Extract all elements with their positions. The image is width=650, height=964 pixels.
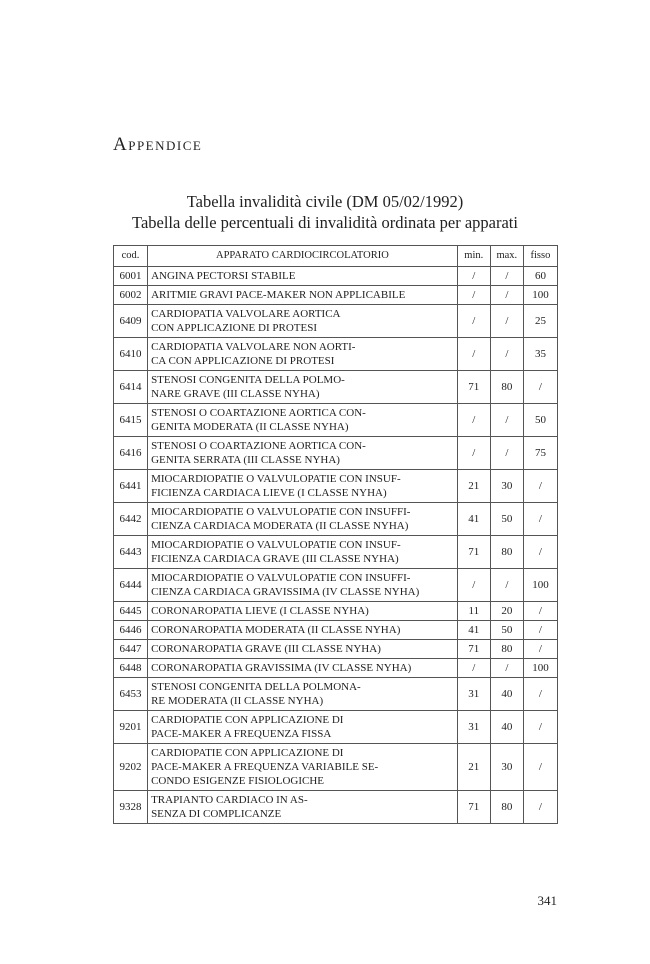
description-line: GENITA MODERATA (II CLASSE NYHA) — [151, 421, 349, 433]
table-row — [114, 437, 558, 470]
description-line: FICIENZA CARDIACA GRAVE (III CLASSE NYHA) — [151, 553, 399, 565]
row-max: 30 — [490, 470, 523, 503]
description-line: PACE-MAKER A FREQUENZA FISSA — [151, 728, 332, 740]
description-line: PACE-MAKER A FREQUENZA VARIABILE SE- — [151, 761, 379, 773]
row-max: / — [490, 286, 523, 305]
row-description — [148, 640, 458, 659]
row-min: / — [457, 404, 490, 437]
description-line: TRAPIANTO CARDIACO IN AS- — [151, 794, 308, 806]
row-min: 31 — [457, 711, 490, 744]
row-fixed: / — [523, 371, 557, 404]
description-line: CON APPLICAZIONE DI PROTESI — [151, 322, 317, 334]
description-line: SENZA DI COMPLICANZE — [151, 808, 282, 820]
row-fixed: / — [523, 503, 557, 536]
row-min: / — [457, 338, 490, 371]
description-line: MIOCARDIOPATIE O VALVULOPATIE CON INSUFFI- — [151, 506, 411, 518]
row-fixed: 60 — [523, 267, 557, 286]
table-row — [114, 371, 558, 404]
row-max: 20 — [490, 602, 523, 621]
row-code: 6002 — [114, 286, 148, 305]
row-code: 6001 — [114, 267, 148, 286]
row-code: 6446 — [114, 621, 148, 640]
row-max: 80 — [490, 371, 523, 404]
table-row — [114, 678, 558, 711]
description-line: FICIENZA CARDIACA LIEVE (I CLASSE NYHA) — [151, 487, 387, 499]
row-code: 9328 — [114, 791, 148, 824]
row-fixed: 25 — [523, 305, 557, 338]
table-row — [114, 404, 558, 437]
description-line: MIOCARDIOPATIE O VALVULOPATIE CON INSUFFI- — [151, 572, 411, 584]
row-code: 6416 — [114, 437, 148, 470]
row-min: 21 — [457, 470, 490, 503]
table-row — [114, 470, 558, 503]
description-line: CARDIOPATIE CON APPLICAZIONE DI — [151, 747, 344, 759]
row-max: 30 — [490, 744, 523, 791]
header-min: min. — [457, 246, 490, 267]
header-code: cod. — [114, 246, 148, 267]
header-fixed: fisso — [523, 246, 557, 267]
description-line: NARE GRAVE (III CLASSE NYHA) — [151, 388, 320, 400]
row-max: 80 — [490, 791, 523, 824]
row-code: 6415 — [114, 404, 148, 437]
row-max: / — [490, 569, 523, 602]
row-max: / — [490, 404, 523, 437]
row-description — [148, 791, 458, 824]
row-min: 41 — [457, 621, 490, 640]
row-code: 6443 — [114, 536, 148, 569]
row-max: / — [490, 338, 523, 371]
row-max: 50 — [490, 621, 523, 640]
row-description — [148, 470, 458, 503]
row-fixed: 100 — [523, 286, 557, 305]
row-description — [148, 678, 458, 711]
table-row — [114, 503, 558, 536]
row-description — [148, 437, 458, 470]
table-row — [114, 286, 558, 305]
row-code: 9202 — [114, 744, 148, 791]
row-min: 31 — [457, 678, 490, 711]
description-line: CIENZA CARDIACA MODERATA (II CLASSE NYHA) — [151, 520, 409, 532]
row-fixed: 100 — [523, 659, 557, 678]
row-description — [148, 744, 458, 791]
description-line: CORONAROPATIA MODERATA (II CLASSE NYHA) — [151, 624, 401, 636]
table-row — [114, 536, 558, 569]
row-description — [148, 338, 458, 371]
disability-table — [113, 245, 558, 824]
description-line: CARDIOPATIA VALVOLARE NON AORTI- — [151, 341, 356, 353]
row-description — [148, 711, 458, 744]
header-max: max. — [490, 246, 523, 267]
row-code: 6441 — [114, 470, 148, 503]
table-row — [114, 640, 558, 659]
table-title: Tabella invalidità civile (DM 05/02/1992) — [186, 192, 464, 211]
table-row — [114, 602, 558, 621]
row-max: / — [490, 659, 523, 678]
row-code: 6448 — [114, 659, 148, 678]
row-code: 6410 — [114, 338, 148, 371]
row-max: / — [490, 437, 523, 470]
row-min: 71 — [457, 640, 490, 659]
row-max: 80 — [490, 536, 523, 569]
section-heading: Appendice — [113, 134, 203, 155]
row-max: 40 — [490, 711, 523, 744]
row-min: 71 — [457, 791, 490, 824]
row-max: 50 — [490, 503, 523, 536]
row-description — [148, 536, 458, 569]
row-description — [148, 621, 458, 640]
description-line: CORONAROPATIA LIEVE (I CLASSE NYHA) — [151, 605, 369, 617]
description-line: CARDIOPATIE CON APPLICAZIONE DI — [151, 714, 344, 726]
table-row — [114, 569, 558, 602]
row-description — [148, 286, 458, 305]
table-row — [114, 711, 558, 744]
row-max: / — [490, 267, 523, 286]
row-code: 6447 — [114, 640, 148, 659]
row-fixed: / — [523, 470, 557, 503]
row-description — [148, 602, 458, 621]
row-min: / — [457, 286, 490, 305]
row-description — [148, 267, 458, 286]
description-line: CARDIOPATIA VALVOLARE AORTICA — [151, 308, 341, 320]
row-code: 6414 — [114, 371, 148, 404]
description-line: ANGINA PECTORSI STABILE — [151, 270, 296, 282]
row-code: 6445 — [114, 602, 148, 621]
table-body — [114, 267, 558, 824]
table-row — [114, 305, 558, 338]
row-min: 71 — [457, 371, 490, 404]
table-row — [114, 659, 558, 678]
row-min: / — [457, 437, 490, 470]
row-fixed: / — [523, 536, 557, 569]
description-line: MIOCARDIOPATIE O VALVULOPATIE CON INSUF- — [151, 473, 401, 485]
description-line: STENOSI O COARTAZIONE AORTICA CON- — [151, 440, 366, 452]
row-fixed: 50 — [523, 404, 557, 437]
row-fixed: / — [523, 791, 557, 824]
table-row — [114, 267, 558, 286]
description-line: STENOSI CONGENITA DELLA POLMONA- — [151, 681, 361, 693]
description-line: CORONAROPATIA GRAVISSIMA (IV CLASSE NYHA) — [151, 662, 412, 674]
description-line: CIENZA CARDIACA GRAVISSIMA (IV CLASSE NYHA) — [151, 586, 420, 598]
row-min: / — [457, 569, 490, 602]
row-fixed: 100 — [523, 569, 557, 602]
table-row — [114, 744, 558, 791]
row-min: / — [457, 305, 490, 338]
row-description — [148, 659, 458, 678]
description-line: STENOSI CONGENITA DELLA POLMO- — [151, 374, 345, 386]
description-line: GENITA SERRATA (III CLASSE NYHA) — [151, 454, 340, 466]
description-line: STENOSI O COARTAZIONE AORTICA CON- — [151, 407, 366, 419]
page-number: 341 — [537, 893, 557, 908]
row-max: 80 — [490, 640, 523, 659]
row-max: 40 — [490, 678, 523, 711]
row-min: 71 — [457, 536, 490, 569]
description-line: CA CON APPLICAZIONE DI PROTESI — [151, 355, 335, 367]
row-description — [148, 305, 458, 338]
row-fixed: / — [523, 678, 557, 711]
table-header-row — [114, 246, 558, 267]
row-min: 21 — [457, 744, 490, 791]
row-fixed: / — [523, 711, 557, 744]
description-line: RE MODERATA (II CLASSE NYHA) — [151, 695, 324, 707]
table-row — [114, 338, 558, 371]
row-description — [148, 404, 458, 437]
row-fixed: / — [523, 744, 557, 791]
row-fixed: 75 — [523, 437, 557, 470]
table-row — [114, 791, 558, 824]
row-code: 6453 — [114, 678, 148, 711]
description-line: MIOCARDIOPATIE O VALVULOPATIE CON INSUF- — [151, 539, 401, 551]
row-min: / — [457, 267, 490, 286]
row-code: 6409 — [114, 305, 148, 338]
row-max: / — [490, 305, 523, 338]
row-min: 11 — [457, 602, 490, 621]
row-fixed: / — [523, 602, 557, 621]
table-row — [114, 621, 558, 640]
row-code: 6442 — [114, 503, 148, 536]
row-code: 9201 — [114, 711, 148, 744]
row-fixed: 35 — [523, 338, 557, 371]
description-line: CORONAROPATIA GRAVE (III CLASSE NYHA) — [151, 643, 381, 655]
row-min: / — [457, 659, 490, 678]
row-min: 41 — [457, 503, 490, 536]
table-subtitle: Tabella delle percentuali di invalidità ordinata per apparati — [132, 213, 518, 232]
header-name: APPARATO CARDIOCIRCOLATORIO — [148, 246, 458, 267]
row-code: 6444 — [114, 569, 148, 602]
row-description — [148, 569, 458, 602]
row-description — [148, 371, 458, 404]
row-fixed: / — [523, 621, 557, 640]
row-fixed: / — [523, 640, 557, 659]
row-description — [148, 503, 458, 536]
description-line: ARITMIE GRAVI PACE-MAKER NON APPLICABILE — [151, 289, 406, 301]
description-line: CONDO ESIGENZE FISIOLOGICHE — [151, 775, 324, 787]
